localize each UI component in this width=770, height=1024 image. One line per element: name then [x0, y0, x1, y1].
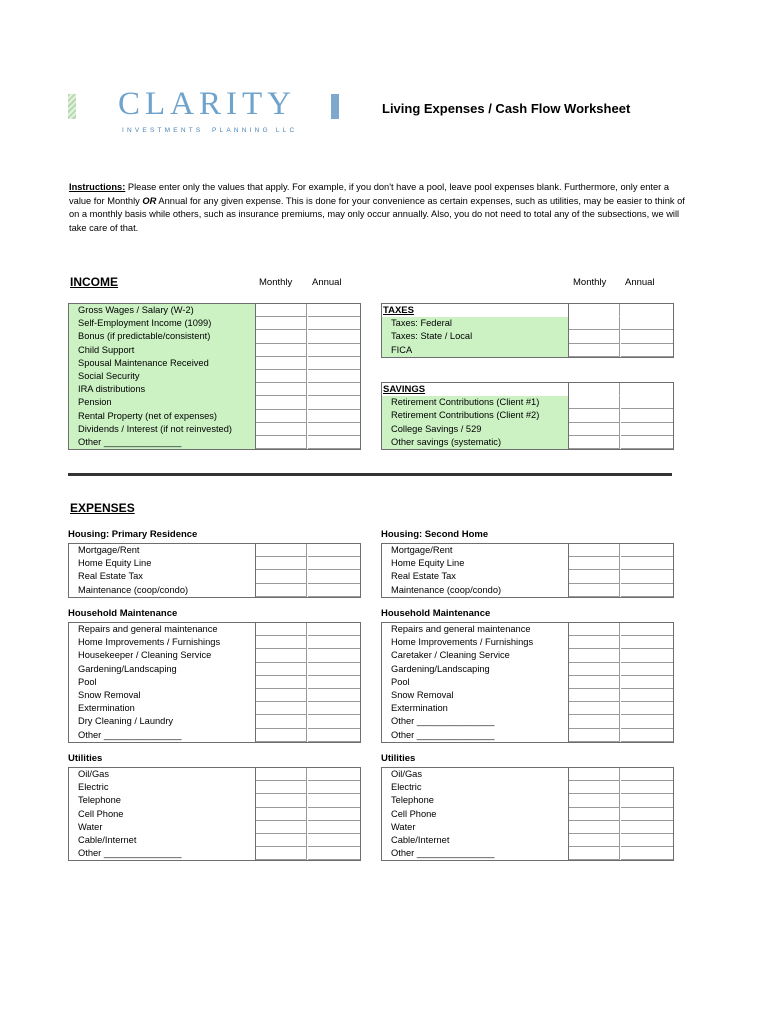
utilities-primary-annual-input[interactable] [308, 808, 360, 821]
utilities-second-item-label: Telephone [391, 795, 434, 806]
housing-second-monthly-input[interactable] [569, 544, 620, 557]
savings-annual-input[interactable] [621, 396, 673, 409]
taxes-monthly-input[interactable] [569, 330, 620, 343]
housing-second-title: Housing: Second Home [381, 529, 489, 540]
housing-second-item-label: Mortgage/Rent [391, 545, 453, 555]
maintenance-primary-annual-input[interactable] [308, 649, 360, 662]
savings-heading: SAVINGS [383, 384, 426, 395]
income-labels [69, 304, 256, 449]
housing-second-annual-input[interactable] [621, 557, 673, 570]
savings-annual-spacer [621, 383, 673, 396]
instructions-or: OR [142, 195, 157, 206]
utilities-second-annual-input[interactable] [621, 794, 673, 807]
income-annual-input[interactable] [308, 436, 360, 449]
income-annual-input[interactable] [308, 317, 360, 330]
maintenance-second-monthly-input[interactable] [569, 676, 620, 689]
savings-monthly-spacer [569, 383, 620, 396]
utilities-primary-annual-input[interactable] [308, 794, 360, 807]
income-item-label: Gross Wages / Salary (W-2) [69, 304, 255, 317]
income-monthly-input[interactable] [256, 383, 307, 396]
income-annual-input[interactable] [308, 383, 360, 396]
income-heading: INCOME [70, 275, 118, 289]
utilities-primary-annual-input[interactable] [308, 781, 360, 794]
income-monthly-input[interactable] [256, 330, 307, 343]
housing-second-annual-input[interactable] [621, 570, 673, 583]
utilities-second-monthly-input[interactable] [569, 768, 620, 781]
housing-primary-monthly-column [256, 544, 307, 597]
maintenance-second-monthly-input[interactable] [569, 623, 620, 636]
maintenance-primary-item-label: Other _______________ [78, 729, 182, 740]
housing-primary-monthly-input[interactable] [256, 557, 307, 570]
utilities-primary-item-label: Other _______________ [78, 848, 182, 859]
utilities-second-monthly-input[interactable] [569, 781, 620, 794]
logo-wordmark: CLARITY [118, 86, 296, 122]
maintenance-primary-monthly-input[interactable] [256, 715, 307, 728]
maintenance-primary-item-label: Extermination [78, 703, 135, 714]
maintenance-second-monthly-input[interactable] [569, 663, 620, 676]
maintenance-second-monthly-input[interactable] [569, 715, 620, 728]
maintenance-primary-item-label: Repairs and general maintenance [78, 624, 218, 634]
utilities-primary-item-label: Cable/Internet [78, 834, 137, 845]
income-item-label: Other _______________ [69, 436, 255, 449]
housing-primary-annual-column [308, 544, 360, 597]
maintenance-primary-item-label: Snow Removal [78, 689, 141, 700]
housing-second-item-label: Real Estate Tax [391, 571, 456, 582]
housing-second-monthly-input[interactable] [569, 584, 620, 597]
right-annual-header: Annual [625, 277, 655, 288]
housing-primary-box [68, 543, 361, 598]
maintenance-second-annual-input[interactable] [621, 715, 673, 728]
taxes-item-label: Taxes: State / Local [382, 330, 568, 343]
maintenance-second-annual-input[interactable] [621, 676, 673, 689]
utilities-second-monthly-input[interactable] [569, 808, 620, 821]
savings-item-label: Retirement Contributions (Client #1) [382, 396, 568, 409]
maintenance-second-item-label: Snow Removal [391, 689, 454, 700]
taxes-annual-input[interactable] [621, 330, 673, 343]
housing-second-box [381, 543, 674, 598]
income-item-label: Social Security [69, 370, 255, 383]
maintenance-primary-monthly-column [256, 623, 307, 742]
maintenance-second-item-label: Gardening/Landscaping [391, 663, 490, 674]
housing-primary-labels [69, 544, 256, 597]
savings-monthly-input[interactable] [569, 396, 620, 409]
savings-monthly-column [569, 383, 620, 449]
taxes-monthly-column [569, 304, 620, 357]
utilities-second-box [381, 767, 674, 861]
utilities-primary-monthly-input[interactable] [256, 834, 307, 847]
taxes-monthly-spacer [569, 304, 620, 317]
maintenance-primary-item-label: Gardening/Landscaping [78, 663, 177, 674]
utilities-second-annual-input[interactable] [621, 821, 673, 834]
maintenance-primary-monthly-input[interactable] [256, 676, 307, 689]
housing-second-item-label: Maintenance (coop/condo) [391, 584, 502, 595]
maintenance-second-item-label: Extermination [391, 703, 448, 714]
income-annual-header: Annual [312, 277, 342, 288]
income-item-label: Bonus (if predictable/consistent) [69, 330, 255, 343]
instructions [69, 181, 689, 235]
housing-second-monthly-input[interactable] [569, 557, 620, 570]
utilities-primary-monthly-input[interactable] [256, 768, 307, 781]
maintenance-second-annual-column [621, 623, 673, 742]
utilities-primary-item-label: Electric [78, 782, 109, 793]
income-monthly-input[interactable] [256, 304, 307, 317]
savings-labels [382, 383, 569, 449]
taxes-heading: TAXES [383, 305, 414, 316]
housing-primary-item-label: Home Equity Line [78, 558, 152, 569]
savings-annual-input[interactable] [621, 409, 673, 422]
maintenance-second-box [381, 622, 674, 743]
utilities-primary-item-label: Oil/Gas [78, 769, 109, 779]
utilities-second-monthly-input[interactable] [569, 834, 620, 847]
utilities-second-annual-input[interactable] [621, 808, 673, 821]
utilities-second-monthly-input[interactable] [569, 847, 620, 860]
utilities-second-monthly-input[interactable] [569, 794, 620, 807]
instructions-label: Instructions: [69, 182, 126, 192]
income-annual-input[interactable] [308, 396, 360, 409]
utilities-second-annual-input[interactable] [621, 834, 673, 847]
utilities-second-labels [382, 768, 569, 860]
housing-primary-monthly-input[interactable] [256, 570, 307, 583]
maintenance-second-annual-input[interactable] [621, 636, 673, 649]
utilities-primary-title: Utilities [68, 753, 103, 764]
document-title: Living Expenses / Cash Flow Worksheet [382, 101, 631, 116]
maintenance-primary-annual-input[interactable] [308, 676, 360, 689]
taxes-labels [382, 304, 569, 357]
maintenance-primary-labels [69, 623, 256, 742]
housing-primary-item-label: Mortgage/Rent [78, 545, 140, 555]
utilities-second-item-label: Cable/Internet [391, 834, 450, 845]
housing-second-item-label: Home Equity Line [391, 558, 465, 569]
income-monthly-input[interactable] [256, 370, 307, 383]
utilities-second-monthly-input[interactable] [569, 821, 620, 834]
utilities-primary-monthly-input[interactable] [256, 847, 307, 860]
maintenance-primary-box [68, 622, 361, 743]
housing-primary-title: Housing: Primary Residence [68, 529, 198, 540]
taxes-annual-spacer [621, 304, 673, 317]
maintenance-primary-monthly-input[interactable] [256, 689, 307, 702]
maintenance-second-monthly-column [569, 623, 620, 742]
utilities-primary-annual-input[interactable] [308, 768, 360, 781]
income-item-label: Rental Property (net of expenses) [69, 410, 255, 423]
utilities-primary-annual-input[interactable] [308, 821, 360, 834]
maintenance-second-annual-input[interactable] [621, 663, 673, 676]
utilities-primary-monthly-input[interactable] [256, 821, 307, 834]
maintenance-second-labels [382, 623, 569, 742]
income-monthly-input[interactable] [256, 344, 307, 357]
utilities-second-item-label: Cell Phone [391, 808, 437, 819]
income-item-label: IRA distributions [69, 383, 255, 396]
utilities-second-item-label: Water [391, 821, 416, 832]
utilities-second-annual-column [621, 768, 673, 860]
housing-second-annual-input[interactable] [621, 584, 673, 597]
utilities-primary-labels [69, 768, 256, 860]
savings-item-label: Other savings (systematic) [382, 436, 568, 449]
housing-second-annual-column [621, 544, 673, 597]
income-monthly-column [256, 304, 307, 449]
housing-second-monthly-input[interactable] [569, 570, 620, 583]
income-box [68, 303, 361, 450]
maintenance-second-item-label: Repairs and general maintenance [391, 624, 531, 634]
utilities-primary-monthly-input[interactable] [256, 794, 307, 807]
utilities-primary-monthly-input[interactable] [256, 808, 307, 821]
instructions-text-2: Annual for any given expense. This is done for your convenience as certain expenses, such as utilities, may be easier to think of on a monthly basis while others, such as insurance premiums, may only occur annually. Also, you do not need to total any of the subsections, we will take care of that. [69, 195, 685, 233]
income-annual-column [308, 304, 360, 449]
logo-subtitle-left: INVESTMENTS [122, 127, 204, 134]
housing-second-labels [382, 544, 569, 597]
housing-primary-annual-input[interactable] [308, 557, 360, 570]
housing-primary-annual-input[interactable] [308, 570, 360, 583]
utilities-second-annual-input[interactable] [621, 781, 673, 794]
income-item-label: Spousal Maintenance Received [69, 357, 255, 370]
income-monthly-input[interactable] [256, 410, 307, 423]
logo-left-bar [68, 94, 76, 119]
savings-monthly-input[interactable] [569, 423, 620, 436]
utilities-primary-annual-column [308, 768, 360, 860]
taxes-monthly-input[interactable] [569, 344, 620, 357]
utilities-second-item-label: Electric [391, 782, 422, 793]
savings-monthly-input[interactable] [569, 409, 620, 422]
income-item-label: Dividends / Interest (if not reinvested) [69, 423, 255, 436]
maintenance-primary-annual-column [308, 623, 360, 742]
logo-subtitle-right: PLANNING LLC [212, 127, 298, 134]
expenses-heading: EXPENSES [70, 501, 135, 515]
income-item-label: Child Support [69, 344, 255, 357]
maintenance-second-item-label: Home Improvements / Furnishings [391, 637, 534, 648]
maintenance-primary-monthly-input[interactable] [256, 649, 307, 662]
income-item-label: Pension [69, 396, 255, 409]
maintenance-primary-annual-input[interactable] [308, 663, 360, 676]
maintenance-primary-title: Household Maintenance [68, 608, 178, 619]
housing-primary-monthly-input[interactable] [256, 544, 307, 557]
income-monthly-header: Monthly [259, 277, 293, 288]
maintenance-primary-annual-input[interactable] [308, 623, 360, 636]
income-monthly-input[interactable] [256, 317, 307, 330]
income-annual-input[interactable] [308, 370, 360, 383]
maintenance-primary-annual-input[interactable] [308, 636, 360, 649]
maintenance-second-annual-input[interactable] [621, 649, 673, 662]
utilities-second-item-label: Other _______________ [391, 848, 495, 859]
housing-primary-item-label: Maintenance (coop/condo) [78, 584, 189, 595]
maintenance-second-monthly-input[interactable] [569, 636, 620, 649]
utilities-primary-annual-input[interactable] [308, 847, 360, 860]
maintenance-primary-item-label: Home Improvements / Furnishings [78, 637, 221, 648]
taxes-item-label: Taxes: Federal [382, 317, 568, 330]
utilities-primary-item-label: Telephone [78, 795, 121, 806]
income-monthly-input[interactable] [256, 396, 307, 409]
utilities-second-item-label: Oil/Gas [391, 769, 422, 779]
maintenance-primary-monthly-input[interactable] [256, 663, 307, 676]
maintenance-second-annual-input[interactable] [621, 689, 673, 702]
savings-annual-column [621, 383, 673, 449]
maintenance-primary-annual-input[interactable] [308, 689, 360, 702]
instructions-text-1: Please enter only the values that apply. For example, if you don't have a pool, leave pool expenses blank. Furthermore, only enter a value for Monthly [69, 182, 670, 206]
taxes-box [381, 303, 674, 358]
maintenance-second-annual-input[interactable] [621, 729, 673, 742]
housing-primary-annual-input[interactable] [308, 584, 360, 597]
maintenance-second-monthly-input[interactable] [569, 689, 620, 702]
maintenance-primary-annual-input[interactable] [308, 702, 360, 715]
maintenance-primary-annual-input[interactable] [308, 729, 360, 742]
maintenance-primary-item-label: Housekeeper / Cleaning Service [78, 650, 212, 661]
income-annual-input[interactable] [308, 357, 360, 370]
savings-monthly-input[interactable] [569, 436, 620, 449]
income-annual-input[interactable] [308, 410, 360, 423]
housing-primary-monthly-input[interactable] [256, 584, 307, 597]
maintenance-second-monthly-input[interactable] [569, 649, 620, 662]
utilities-primary-annual-input[interactable] [308, 834, 360, 847]
logo-right-bar [331, 94, 339, 119]
savings-item-label: College Savings / 529 [382, 423, 568, 436]
taxes-item-label: FICA [382, 344, 568, 357]
housing-second-annual-input[interactable] [621, 544, 673, 557]
maintenance-primary-annual-input[interactable] [308, 715, 360, 728]
income-annual-input[interactable] [308, 304, 360, 317]
income-annual-input[interactable] [308, 344, 360, 357]
taxes-annual-input[interactable] [621, 317, 673, 330]
savings-box [381, 382, 674, 450]
utilities-primary-monthly-column [256, 768, 307, 860]
maintenance-primary-monthly-input[interactable] [256, 623, 307, 636]
utilities-second-monthly-column [569, 768, 620, 860]
utilities-second-annual-input[interactable] [621, 847, 673, 860]
utilities-primary-item-label: Cell Phone [78, 808, 124, 819]
maintenance-second-item-label: Other _______________ [391, 729, 495, 740]
section-divider [68, 473, 672, 476]
housing-primary-item-label: Real Estate Tax [78, 571, 143, 582]
maintenance-second-monthly-input[interactable] [569, 729, 620, 742]
maintenance-primary-monthly-input[interactable] [256, 702, 307, 715]
income-annual-input[interactable] [308, 423, 360, 436]
taxes-monthly-input[interactable] [569, 317, 620, 330]
maintenance-primary-item-label: Dry Cleaning / Laundry [78, 716, 174, 727]
maintenance-primary-monthly-input[interactable] [256, 636, 307, 649]
maintenance-primary-monthly-input[interactable] [256, 729, 307, 742]
income-item-label: Self-Employment Income (1099) [69, 317, 255, 330]
housing-second-monthly-column [569, 544, 620, 597]
maintenance-second-item-label: Caretaker / Cleaning Service [391, 650, 510, 661]
income-monthly-input[interactable] [256, 357, 307, 370]
income-monthly-input[interactable] [256, 423, 307, 436]
savings-item-label: Retirement Contributions (Client #2) [382, 409, 568, 422]
maintenance-second-annual-input[interactable] [621, 623, 673, 636]
income-monthly-input[interactable] [256, 436, 307, 449]
savings-annual-input[interactable] [621, 423, 673, 436]
maintenance-second-title: Household Maintenance [381, 608, 491, 619]
utilities-primary-box [68, 767, 361, 861]
housing-primary-annual-input[interactable] [308, 544, 360, 557]
maintenance-second-item-label: Other _______________ [391, 716, 495, 727]
maintenance-second-item-label: Pool [391, 676, 410, 687]
taxes-annual-input[interactable] [621, 344, 673, 357]
savings-annual-input[interactable] [621, 436, 673, 449]
maintenance-primary-item-label: Pool [78, 676, 97, 687]
right-monthly-header: Monthly [573, 277, 607, 288]
utilities-second-annual-input[interactable] [621, 768, 673, 781]
utilities-second-title: Utilities [381, 753, 416, 764]
maintenance-second-monthly-input[interactable] [569, 702, 620, 715]
taxes-annual-column [621, 304, 673, 357]
maintenance-second-annual-input[interactable] [621, 702, 673, 715]
utilities-primary-monthly-input[interactable] [256, 781, 307, 794]
income-annual-input[interactable] [308, 330, 360, 343]
utilities-primary-item-label: Water [78, 821, 103, 832]
